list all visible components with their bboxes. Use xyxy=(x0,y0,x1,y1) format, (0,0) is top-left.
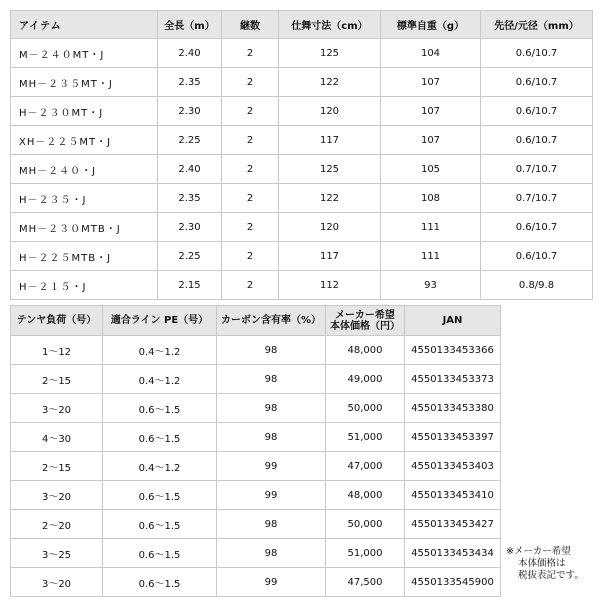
cell-closed-length: 120 xyxy=(279,213,381,242)
table-row xyxy=(11,510,501,539)
header-length: 全長（m） xyxy=(158,11,222,39)
cell-weight: 111 xyxy=(381,242,481,271)
table-row xyxy=(11,568,501,597)
header-sections: 継数 xyxy=(222,11,279,39)
cell-price: 47,500 xyxy=(326,568,405,597)
header-price-line1: メーカー希望 xyxy=(335,309,395,321)
table-header-row xyxy=(11,11,593,39)
header-tip-butt-diameter: 先径/元径（mm） xyxy=(481,11,593,39)
cell-carbon: 99 xyxy=(217,568,326,597)
cell-pe-line: 0.4～1.2 xyxy=(103,452,217,481)
cell-carbon: 98 xyxy=(217,336,326,365)
table-row xyxy=(11,126,593,155)
cell-item: MH－２３５MT・J xyxy=(11,68,158,97)
cell-diameter: 0.7/10.7 xyxy=(481,184,593,213)
table-row xyxy=(11,271,593,300)
cell-jan: 4550133453427 xyxy=(405,510,501,539)
cell-item: H－２１５・J xyxy=(11,271,158,300)
table-row xyxy=(11,452,501,481)
table-row xyxy=(11,39,593,68)
cell-length: 2.40 xyxy=(158,155,222,184)
cell-tenya-load: 2～20 xyxy=(11,510,103,539)
table-row xyxy=(11,423,501,452)
cell-closed-length: 122 xyxy=(279,68,381,97)
cell-length: 2.25 xyxy=(158,126,222,155)
header-weight: 標準自重（g） xyxy=(381,11,481,39)
table-row xyxy=(11,365,501,394)
cell-closed-length: 117 xyxy=(279,242,381,271)
cell-item: MH－２４０・J xyxy=(11,155,158,184)
header-closed-length: 仕舞寸法（cm） xyxy=(279,11,381,39)
cell-weight: 111 xyxy=(381,213,481,242)
cell-jan: 4550133453403 xyxy=(405,452,501,481)
cell-sections: 2 xyxy=(222,97,279,126)
cell-price: 51,000 xyxy=(326,539,405,568)
cell-sections: 2 xyxy=(222,271,279,300)
cell-jan: 4550133453410 xyxy=(405,481,501,510)
cell-tenya-load: 3～20 xyxy=(11,394,103,423)
cell-price: 50,000 xyxy=(326,510,405,539)
footnote-line3: 税抜表記です。 xyxy=(518,570,584,581)
cell-sections: 2 xyxy=(222,126,279,155)
header-jan: JAN xyxy=(405,306,501,336)
cell-jan: 4550133545900 xyxy=(405,568,501,597)
table-row xyxy=(11,213,593,242)
cell-pe-line: 0.4～1.2 xyxy=(103,336,217,365)
cell-pe-line: 0.6～1.5 xyxy=(103,539,217,568)
cell-closed-length: 122 xyxy=(279,184,381,213)
cell-carbon: 98 xyxy=(217,510,326,539)
cell-price: 47,000 xyxy=(326,452,405,481)
cell-price: 51,000 xyxy=(326,423,405,452)
cell-closed-length: 117 xyxy=(279,126,381,155)
cell-diameter: 0.8/9.8 xyxy=(481,271,593,300)
table-row xyxy=(11,155,593,184)
cell-sections: 2 xyxy=(222,155,279,184)
table-header-row xyxy=(11,306,501,336)
cell-item: H－２３０MT・J xyxy=(11,97,158,126)
cell-closed-length: 112 xyxy=(279,271,381,300)
cell-tenya-load: 2～15 xyxy=(11,452,103,481)
header-price-line2: 本体価格（円） xyxy=(330,320,400,332)
cell-item: XH－２２５MT・J xyxy=(11,126,158,155)
cell-item: MH－２３０MTB・J xyxy=(11,213,158,242)
spec-table-1 xyxy=(10,10,593,300)
cell-tenya-load: 3～20 xyxy=(11,481,103,510)
cell-carbon: 98 xyxy=(217,365,326,394)
cell-weight: 107 xyxy=(381,126,481,155)
cell-tenya-load: 3～20 xyxy=(11,568,103,597)
cell-weight: 108 xyxy=(381,184,481,213)
cell-pe-line: 0.6～1.5 xyxy=(103,481,217,510)
cell-carbon: 98 xyxy=(217,394,326,423)
cell-tenya-load: 2～15 xyxy=(11,365,103,394)
table-row xyxy=(11,184,593,213)
footnote-line1: ※メーカー希望 xyxy=(506,546,571,557)
cell-jan: 4550133453373 xyxy=(405,365,501,394)
cell-carbon: 99 xyxy=(217,452,326,481)
table-row xyxy=(11,394,501,423)
header-price xyxy=(326,306,405,336)
cell-weight: 107 xyxy=(381,97,481,126)
cell-item: H－２３５・J xyxy=(11,184,158,213)
cell-closed-length: 120 xyxy=(279,97,381,126)
cell-diameter: 0.6/10.7 xyxy=(481,126,593,155)
cell-pe-line: 0.6～1.5 xyxy=(103,423,217,452)
cell-length: 2.35 xyxy=(158,184,222,213)
cell-diameter: 0.6/10.7 xyxy=(481,242,593,271)
spec-table-2 xyxy=(10,305,501,597)
header-pe-line: 適合ライン PE（号） xyxy=(103,306,217,336)
cell-price: 48,000 xyxy=(326,481,405,510)
cell-pe-line: 0.6～1.5 xyxy=(103,568,217,597)
cell-price: 50,000 xyxy=(326,394,405,423)
cell-carbon: 99 xyxy=(217,481,326,510)
cell-diameter: 0.6/10.7 xyxy=(481,39,593,68)
cell-diameter: 0.6/10.7 xyxy=(481,213,593,242)
cell-length: 2.25 xyxy=(158,242,222,271)
cell-length: 2.35 xyxy=(158,68,222,97)
cell-carbon: 98 xyxy=(217,423,326,452)
cell-diameter: 0.6/10.7 xyxy=(481,68,593,97)
cell-weight: 93 xyxy=(381,271,481,300)
cell-jan: 4550133453366 xyxy=(405,336,501,365)
cell-jan: 4550133453434 xyxy=(405,539,501,568)
table-row xyxy=(11,336,501,365)
header-item: アイテム xyxy=(11,11,158,39)
cell-closed-length: 125 xyxy=(279,155,381,184)
table-row xyxy=(11,242,593,271)
cell-pe-line: 0.4～1.2 xyxy=(103,365,217,394)
cell-closed-length: 125 xyxy=(279,39,381,68)
cell-length: 2.30 xyxy=(158,213,222,242)
cell-diameter: 0.7/10.7 xyxy=(481,155,593,184)
cell-price: 49,000 xyxy=(326,365,405,394)
header-tenya-load: テンヤ負荷（号） xyxy=(11,306,103,336)
cell-pe-line: 0.6～1.5 xyxy=(103,394,217,423)
cell-tenya-load: 4～30 xyxy=(11,423,103,452)
cell-item: H－２２５MTB・J xyxy=(11,242,158,271)
table-row xyxy=(11,481,501,510)
cell-weight: 107 xyxy=(381,68,481,97)
cell-sections: 2 xyxy=(222,242,279,271)
cell-weight: 104 xyxy=(381,39,481,68)
table-row xyxy=(11,539,501,568)
cell-weight: 105 xyxy=(381,155,481,184)
cell-length: 2.15 xyxy=(158,271,222,300)
cell-jan: 4550133453380 xyxy=(405,394,501,423)
table-row xyxy=(11,68,593,97)
cell-sections: 2 xyxy=(222,39,279,68)
cell-sections: 2 xyxy=(222,184,279,213)
cell-pe-line: 0.6～1.5 xyxy=(103,510,217,539)
table-row xyxy=(11,97,593,126)
cell-tenya-load: 3～25 xyxy=(11,539,103,568)
cell-price: 48,000 xyxy=(326,336,405,365)
price-footnote xyxy=(506,546,584,582)
cell-sections: 2 xyxy=(222,68,279,97)
cell-tenya-load: 1～12 xyxy=(11,336,103,365)
cell-diameter: 0.6/10.7 xyxy=(481,97,593,126)
footnote-line2: 本体価格は xyxy=(518,558,566,569)
cell-length: 2.40 xyxy=(158,39,222,68)
cell-item: M－２４０MT・J xyxy=(11,39,158,68)
cell-jan: 4550133453397 xyxy=(405,423,501,452)
cell-sections: 2 xyxy=(222,213,279,242)
cell-carbon: 98 xyxy=(217,539,326,568)
header-carbon-content: カーボン含有率（%） xyxy=(217,306,326,336)
cell-length: 2.30 xyxy=(158,97,222,126)
